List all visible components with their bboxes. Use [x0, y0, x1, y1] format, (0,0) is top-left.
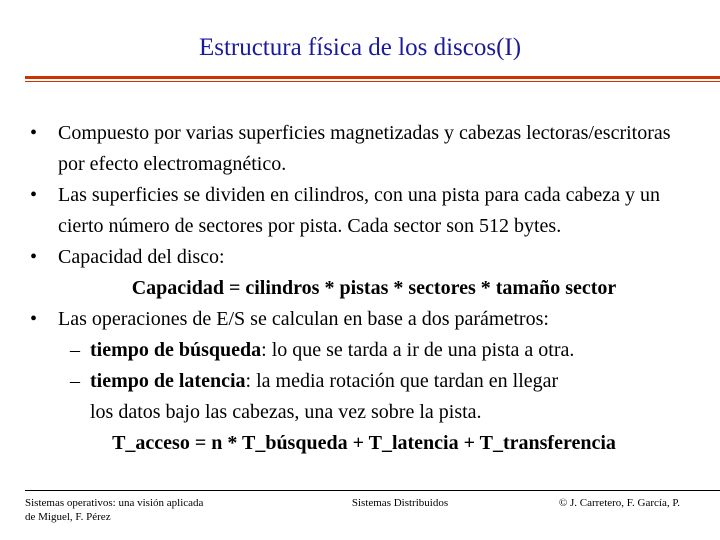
bullet-item	[30, 304, 690, 335]
bullet-marker: •	[30, 122, 38, 144]
bullet-marker: •	[30, 184, 38, 206]
bullet-text: Capacidad del disco:	[58, 246, 225, 268]
dash-marker: –	[70, 370, 80, 392]
sub-item-term: tiempo de búsqueda	[90, 339, 262, 361]
bullet-text: Las operaciones de E/S se calculan en base a dos parámetros:	[58, 308, 549, 330]
sub-item-seek-time	[30, 335, 690, 366]
bullet-item	[30, 180, 690, 242]
sub-item-continuation: los datos bajo las cabezas, una vez sobre la pista.	[90, 401, 482, 423]
bullet-item	[30, 118, 690, 180]
access-time-formula: T_acceso = n * T_búsqueda + T_latencia + T_transferencia	[112, 432, 616, 454]
sub-item-text: : lo que se tarda a ir de una pista a otra.	[261, 339, 575, 361]
sub-item-latency-time	[30, 366, 690, 397]
bullet-marker: •	[30, 246, 38, 268]
footer-divider	[25, 490, 720, 491]
capacity-formula: Capacidad = cilindros * pistas * sectores * tamaño sector	[131, 277, 617, 299]
footer-copyright: © J. Carretero, F. García, P.	[558, 497, 680, 509]
footer-book-reference	[25, 496, 255, 524]
footer-course-name: Sistemas Distribuidos	[351, 497, 449, 509]
bullet-marker: •	[30, 308, 38, 330]
dash-marker: –	[70, 339, 80, 361]
sub-item-term: tiempo de latencia	[90, 370, 246, 392]
slide-body	[30, 118, 690, 459]
bullet-item	[30, 242, 690, 273]
footer-book-authors: de Miguel, F. Pérez	[25, 511, 111, 523]
footer-book-title: Sistemas operativos: una visión aplicada	[25, 497, 204, 509]
slide-title: Estructura física de los discos(I)	[198, 34, 522, 61]
bullet-text: Compuesto por varias superficies magnetizadas y cabezas lectoras/escritoras por efecto electromagnético.	[58, 122, 671, 175]
title-divider	[25, 76, 720, 82]
sub-item-text: : la media rotación que tardan en llegar	[245, 370, 559, 392]
bullet-text: Las superficies se dividen en cilindros, con una pista para cada cabeza y un cierto número de sectores por pista. Cada sector son 512 bytes.	[58, 184, 660, 237]
